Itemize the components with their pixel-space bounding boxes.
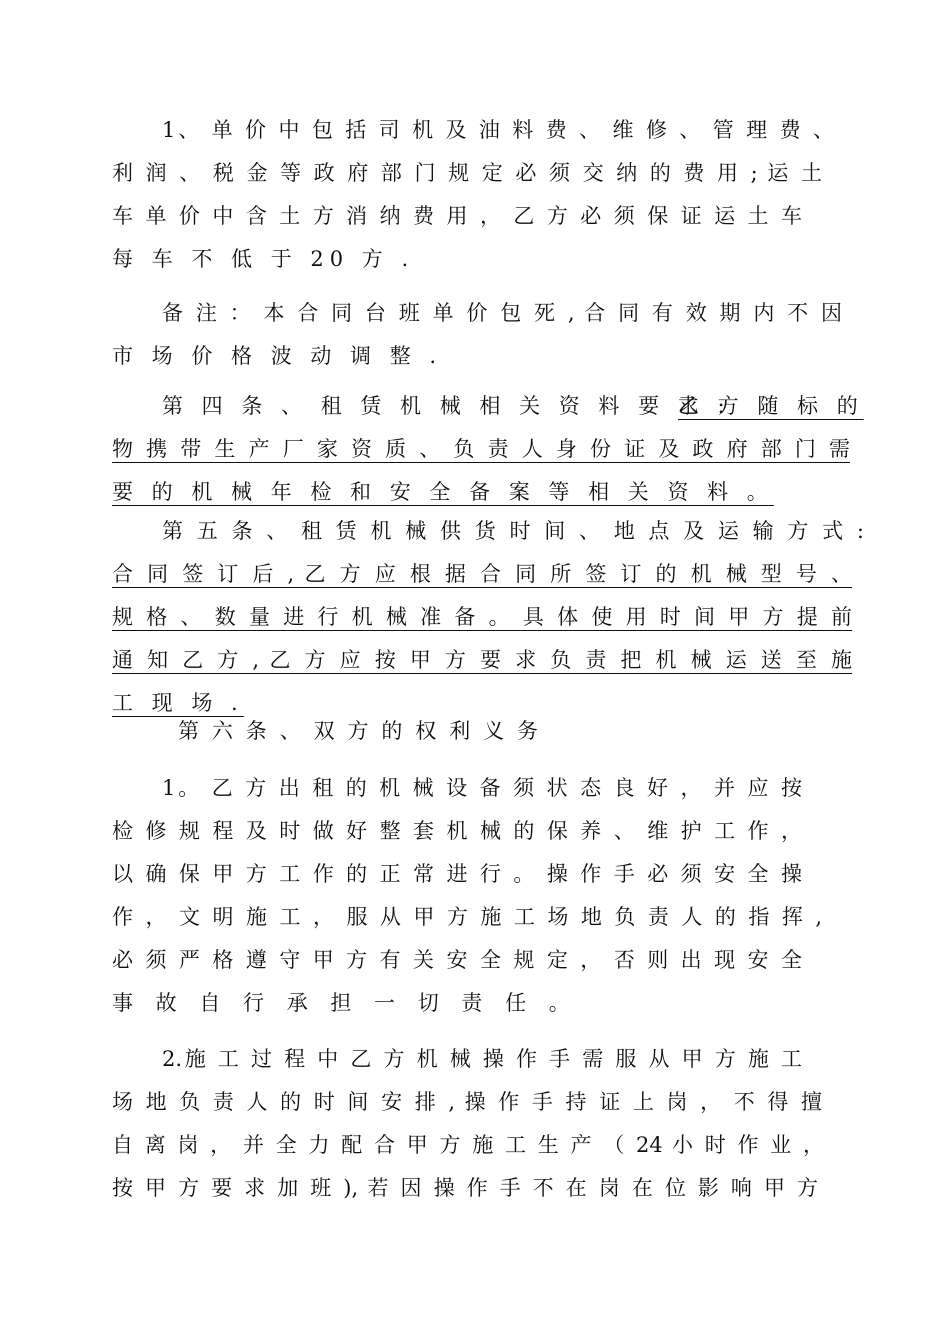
text-line: 市 场 价 格 波 动 调 整 . [112, 344, 443, 368]
text-line: 按 甲 方 要 求 加 班 ), 若 因 操 作 手 不 在 岗 在 位 影 响 甲 方 [112, 1176, 818, 1200]
text-line: 1。 乙 方 出 租 的 机 械 设 备 须 状 态 良 好 ， 并 应 按 [162, 776, 802, 800]
underlined-text-line: 物 携 带 生 产 厂 家 资 质 、 负 责 人 身 份 证 及 政 府 部 门 需 [112, 437, 850, 461]
text-line: 场 地 负 责 人 的 时 间 安 排 , 操 作 手 持 证 上 岗 ， 不 得 擅 [112, 1090, 822, 1114]
underlined-text-line: 要 的 机 械 年 检 和 安 全 备 案 等 相 关 资 料 。 [112, 480, 774, 504]
text-line: 每 车 不 低 于 20 方 . [112, 247, 415, 271]
underlined-text-line: 通 知 乙 方 , 乙 方 应 按 甲 方 要 求 负 责 把 机 械 运 送 至 施 [112, 648, 852, 672]
text-line: 备 注 ： 本 合 同 台 班 单 价 包 死 , 合 同 有 效 期 内 不 因 [162, 301, 842, 325]
text-line: 2.施 工 过 程 中 乙 方 机 械 操 作 手 需 服 从 甲 方 施 工 [162, 1047, 802, 1071]
text-line: 作 ， 文 明 施 工 ， 服 从 甲 方 施 工 场 地 负 责 人 的 指 挥 , [112, 905, 822, 929]
underlined-text-line: 工 现 场 . [112, 691, 244, 715]
underlined-text-line: 规 格 、 数 量 进 行 机 械 准 备 。 具 体 使 用 时 间 甲 方 提 前 [112, 605, 852, 629]
text-line: 1、 单 价 中 包 括 司 机 及 油 料 费 、 维 修 、 管 理 费 、 [162, 118, 834, 142]
underlined-text: 乙 方 随 标 的 [678, 394, 864, 418]
text-line: 必 须 严 格 遵 守 甲 方 有 关 安 全 规 定 ， 否 则 出 现 安 全 [112, 948, 802, 972]
text-line: 第 四 条 、 租 赁 机 械 相 关 资 料 要 求 : [162, 394, 731, 418]
text-line: 自 离 岗 ， 并 全 力 配 合 甲 方 施 工 生 产 （ 24 小 时 作 业 ， [112, 1133, 824, 1157]
text-line: 第 五 条 、 租 赁 机 械 供 货 时 间 、 地 点 及 运 输 方 式 : [162, 519, 864, 543]
section-heading: 第 六 条 、 双 方 的 权 利 义 务 [178, 719, 538, 743]
text-line: 车 单 价 中 含 土 方 消 纳 费 用 ， 乙 方 必 须 保 证 运 土 车 [112, 204, 802, 228]
text-line: 以 确 保 甲 方 工 作 的 正 常 进 行 。 操 作 手 必 须 安 全 操 [112, 862, 802, 886]
text-line: 利 润 、 税 金 等 政 府 部 门 规 定 必 须 交 纳 的 费 用 ; 运 土 [112, 161, 822, 185]
underlined-text-line: 合 同 签 订 后 , 乙 方 应 根 据 合 同 所 签 订 的 机 械 型 号 、 [112, 562, 852, 586]
text-line: 事 故 自 行 承 担 一 切 责 任 。 [112, 991, 578, 1015]
text-line: 检 修 规 程 及 时 做 好 整 套 机 械 的 保 养 、 维 护 工 作 ， [112, 819, 802, 843]
